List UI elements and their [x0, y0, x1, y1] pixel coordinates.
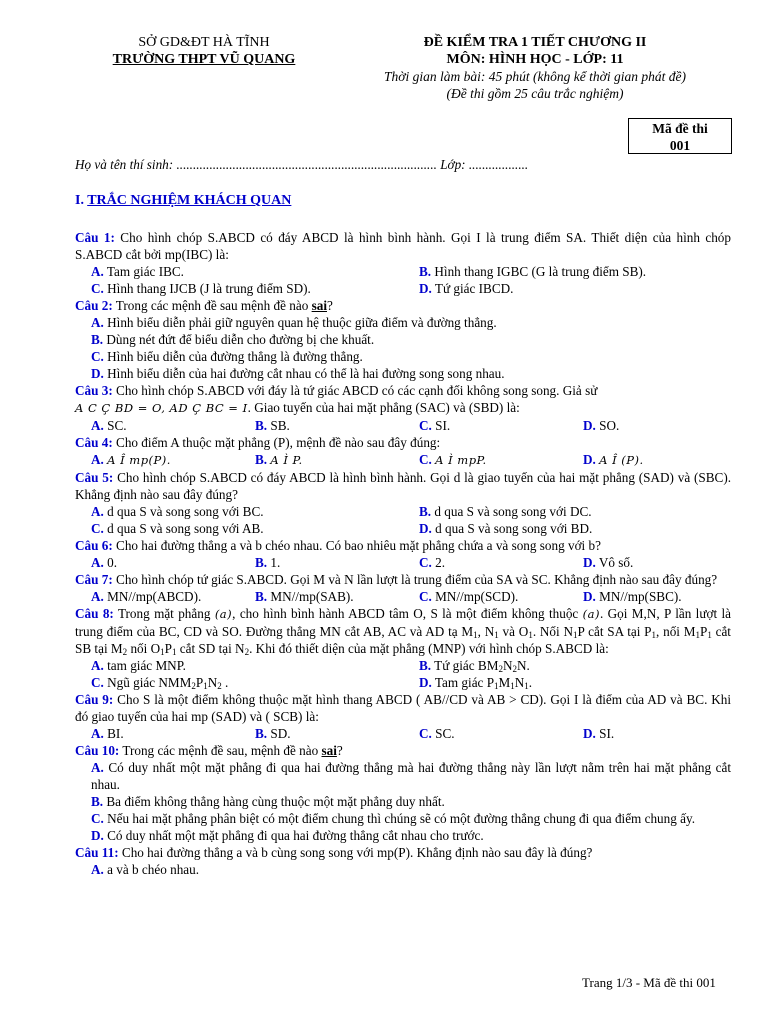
option-b: B. Tứ giác $BM_2N_2N$. — [419, 658, 530, 674]
option-d: D. Hình biểu diễn của hai đường cắt nhau có thể là hai đường song song nhau. — [91, 366, 505, 381]
option-a: A. A Î mp(P). — [91, 452, 171, 467]
option-c: C. Hình biểu diễn của đường thẳng là đường thẳng. — [91, 349, 363, 364]
student-info-line — [75, 156, 528, 173]
question-10: Câu 10: Trong các mệnh đề sau, mệnh đề nào sai? A. Có duy nhất một mặt phẳng đi qua hai đường thẳng mà hai đường thẳng này lần lượt nằm trên hai mặt phẳng cắt nhau. B. Ba điểm không thẳng hàng cùng thuộc một mặt phẳng duy nhất. C. Nếu hai mặt phẳng phân biệt có một điểm chung thì chúng sẽ có một đường thẳng chung đi qua điểm chung ấy. D. Có duy nhất một mặt phẳng đi qua hai đường thẳng cắt nhau cho trước. — [75, 743, 731, 843]
option-c: C. A Ì mpP. — [419, 452, 487, 467]
option-a: A. d qua S và song song với BC. — [91, 504, 264, 519]
option-c: C. Nếu hai mặt phẳng phân biệt có một điểm chung thì chúng sẽ có một đường thẳng chung đi qua điểm chung ấy. — [91, 811, 696, 826]
option-d: D. MN//mp(SBC). — [583, 589, 682, 604]
option-d: D. Tam giác $P_1M_1N_1$. — [419, 675, 533, 691]
question-9: Câu 9: Cho S là một điểm không thuộc mặt hình thang ABCD ( AB//CD và AB > CD). Gọi I là điểm của AD và BC. Khi đó giao tuyến của hai mp (SAD) và ( SCB) là: A. BI. B. SD. C. SC. D. SI. — [75, 692, 732, 741]
option-c: C. d qua S và song song với AB. — [91, 521, 264, 536]
option-a: A. Tam giác IBC. — [91, 264, 184, 279]
option-a: A. a và b chéo nhau. — [91, 862, 200, 877]
option-d: D. Tứ giác IBCD. — [419, 281, 514, 296]
exam-title: ĐỀ KIỂM TRA 1 TIẾT CHƯƠNG II — [423, 35, 647, 50]
section-heading — [75, 192, 291, 209]
question-1 — [75, 229, 731, 297]
student-class-label: Lớp: — [436, 157, 469, 172]
option-c: C. SI. — [419, 418, 451, 433]
question-2: Câu 2: Trong các mệnh đề sau mệnh đề nào sai? A. Hình biểu diễn phải giữ nguyên quan hệ thuộc giữa điểm và đường thẳng. B. Dùng nét đứt để biểu diễn cho đường bị che khuất. C. Hình biểu diễn của đường thẳng là đường thẳng. D. Hình biểu diễn của hai đường cắt nhau có thể là hai đường song song nhau. — [75, 297, 731, 382]
option-b: B. Ba điểm không thẳng hàng cùng thuộc một mặt phẳng duy nhất. — [91, 794, 445, 809]
option-c: C. 2. — [419, 555, 446, 570]
questions-list — [75, 229, 731, 878]
option-c: C. Hình thang IJCB (J là trung điểm SD). — [91, 281, 311, 296]
option-a: A. tam giác MNP. — [91, 658, 186, 673]
option-a: A. SC. — [91, 418, 127, 433]
exam-note: (Đề thi gồm 25 câu trắc nghiệm) — [446, 86, 624, 101]
question-label: Câu 1: — [75, 230, 115, 245]
option-c: C. Ngũ giác $NMM_2P_1N_2$ . — [91, 675, 229, 691]
question-5: Câu 5: Cho hình chóp S.ABCD có đáy ABCD là hình bình hành. Gọi d là giao tuyến của hai mặt phẳng (SAD) và (SBC). Khẳng định nào sau đây đúng? A. d qua S và song song với BC. B. d qua S và song song với DC. C. d qua S và song song với AB. D. d qua S và song song với BD. — [75, 470, 732, 536]
option-d: D. SO. — [583, 418, 620, 433]
exam-code-value: 001 — [669, 138, 691, 153]
option-c: C. SC. — [419, 726, 455, 741]
question-7: Câu 7: Cho hình chóp tứ giác S.ABCD. Gọi M và N lần lượt là trung điểm của SA và SC. Khẳng định nào sau đây đúng? A. MN//mp(ABCD). B. MN//mp(SAB). C. MN//mp(SCD). D. MN//mp(SBC). — [75, 571, 731, 605]
option-c: C. MN//mp(SCD). — [419, 589, 519, 604]
question-4: Câu 4: Cho điểm A thuộc mặt phẳng (P), mệnh đề nào sau đây đúng: A. A Î mp(P). B. A Ì P. C. A Ì mpP. D. A Î (P). — [75, 434, 731, 469]
option-b: B. SB. — [255, 418, 290, 433]
student-class-dots: .................. — [468, 157, 529, 172]
option-b: B. A Ì P. — [255, 452, 303, 467]
page-footer: Trang 1/3 - Mã đề thi 001 — [582, 975, 716, 990]
option-d: D. SI. — [583, 726, 615, 741]
option-d: D. Có duy nhất một mặt phẳng đi qua hai đường thẳng cắt nhau cho trước. — [91, 828, 484, 843]
school-name: TRƯỜNG THPT VŨ QUANG — [112, 52, 296, 67]
section-number: I. — [75, 193, 88, 208]
exam-time: Thời gian làm bài: 45 phút (không kể thời gian phát đề) — [383, 69, 686, 84]
exam-subject: MÔN: HÌNH HỌC - LỚP: 11 — [446, 52, 624, 67]
option-b: B. SD. — [255, 726, 291, 741]
question-6: Câu 6: Cho hai đường thẳng a và b chéo nhau. Có bao nhiêu mặt phẳng chứa a và song song với b? A. 0. B. 1. C. 2. D. Vô số. — [75, 537, 731, 571]
question-3: Câu 3: Cho hình chóp S.ABCD với đáy là tứ giác ABCD có các cạnh đối không song song. Giả sử A C Ç BD = O, AD Ç BC = I. Giao tuyến của hai mặt phẳng (SAC) và (SBD) là: A. SC. B. SB. C. SI. D. SO. — [75, 382, 731, 434]
header-right — [340, 34, 730, 102]
option-a: A. 0. — [91, 555, 118, 570]
department-name: SỞ GD&ĐT HÀ TĨNH — [138, 35, 270, 50]
exam-code-box — [628, 118, 732, 154]
student-name-dots: ............................................................................... — [176, 157, 437, 172]
option-a: A. MN//mp(ABCD). — [91, 589, 202, 604]
question-11: Câu 11: Cho hai đường thẳng a và b cùng song song với mp(P). Khẳng định nào sau đây là đúng? A. a và b chéo nhau. — [75, 844, 731, 878]
option-b: B. 1. — [255, 555, 281, 570]
option-a: A. Có duy nhất một mặt phẳng đi qua hai đường thẳng mà hai đường thẳng này lần lượt nằm trên hai mặt phẳng cắt nhau. — [91, 760, 731, 792]
option-d: D. A Î (P). — [583, 452, 644, 467]
option-b: B. d qua S và song song với DC. — [419, 504, 592, 519]
header-left — [84, 34, 324, 68]
option-a: A. Hình biểu diễn phải giữ nguyên quan hệ thuộc giữa điểm và đường thẳng. — [91, 315, 497, 330]
question-text: Cho hình chóp S.ABCD có đáy ABCD là hình bình hành. Gọi I là trung điểm SA. Thiết diện của hình chóp S.ABCD cắt bởi mp(IBC) là: — [75, 230, 731, 262]
option-d: D. d qua S và song song với BD. — [419, 521, 593, 536]
option-d: D. Vô số. — [583, 555, 634, 570]
student-name-label: Họ và tên thí sinh: — [75, 157, 177, 172]
exam-code-label: Mã đề thi — [652, 121, 708, 136]
math-expression: A C Ç BD = O, AD Ç BC = I — [75, 401, 248, 415]
option-a: A. BI. — [91, 726, 124, 741]
option-b: B. MN//mp(SAB). — [255, 589, 354, 604]
option-b: B. Dùng nét đứt để biểu diễn cho đường bị che khuất. — [91, 332, 375, 347]
question-8: Câu 8: Trong mặt phẳng (a), cho hình bình hành ABCD tâm O, S là một điểm không thuộc (a). Gọi M,N, P lần lượt là trung điểm của BC, CD và SO. Đường thẳng MN cắt AB, AC và AD tạ $M_1$, $N_1$ và $O_1$. Nối $N_1P$ cắt SA tại $P_1$, nối $M_1P_1$ cắt SB tại $M_2$ nối $O_1P_1$ cắt SD tại $N_2$. Khi đó thiết diện của mặt phẳng (MNP) với hình chóp S.ABCD là: A. tam giác MNP. B. Tứ giác $BM_2N_2N$. C. Ngũ giác $NMM_2P_1N_2$ . D. Tam giác $P_1M_1N_1$. — [75, 606, 732, 691]
option-b: B. Hình thang IGBC (G là trung điểm SB). — [419, 264, 647, 279]
section-title: TRẮC NGHIỆM KHÁCH QUAN — [87, 193, 292, 208]
